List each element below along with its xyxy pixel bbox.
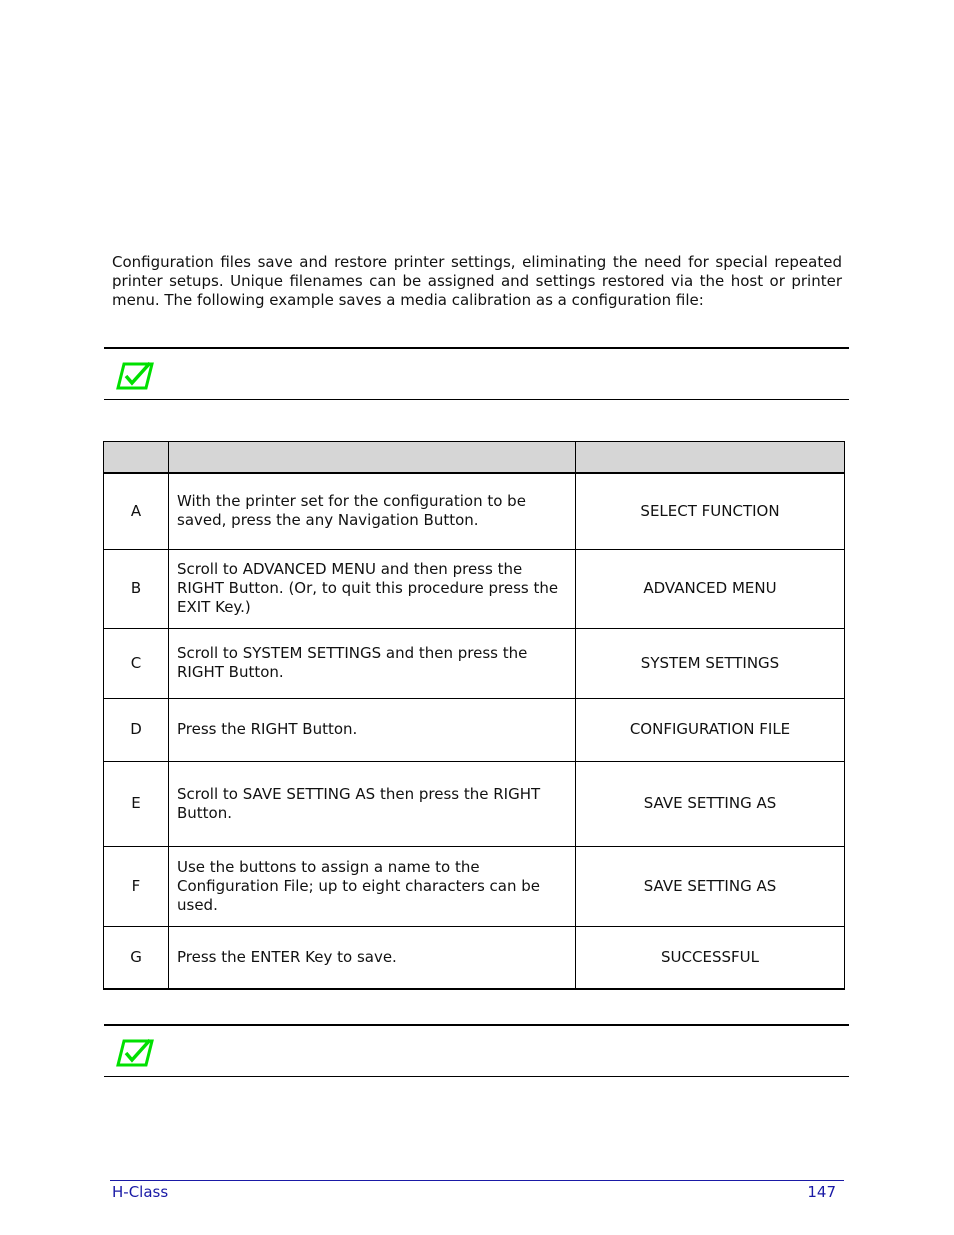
step-label: A [104, 473, 169, 549]
display-text: SELECT FUNCTION [576, 473, 845, 549]
header-display [576, 442, 845, 474]
footer-product-name: H-Class [112, 1183, 169, 1201]
display-text: SAVE SETTING AS [576, 761, 845, 846]
display-text: ADVANCED MENU [576, 549, 845, 628]
table-row [104, 698, 845, 761]
table-header-row [104, 442, 845, 474]
step-action: Scroll to SAVE SETTING AS then press the RIGHT Button. [169, 761, 576, 846]
step-label: B [104, 549, 169, 628]
display-text: CONFIGURATION FILE [576, 698, 845, 761]
step-action: Press the ENTER Key to save. [169, 926, 576, 989]
step-label: E [104, 761, 169, 846]
checkbox-note-icon [116, 1038, 156, 1068]
step-action: Scroll to ADVANCED MENU and then press the RIGHT Button. (Or, to quit this procedure press the EXIT Key.) [169, 549, 576, 628]
step-label: F [104, 846, 169, 926]
footer-page-number: 147 [807, 1183, 836, 1201]
display-text: SUCCESSFUL [576, 926, 845, 989]
intro-paragraph: Configuration files save and restore printer settings, eliminating the need for special repeated printer setups. Unique filenames can be assigned and settings restored via the host or printer menu. The following example saves a media calibration as a configuration file: [112, 253, 842, 309]
step-action: Use the buttons to assign a name to the Configuration File; up to eight characters can be used. [169, 846, 576, 926]
table-row [104, 846, 845, 926]
header-step [104, 442, 169, 474]
note-box-top [104, 347, 849, 400]
note-box-bottom [104, 1024, 849, 1077]
steps-table [103, 441, 845, 990]
step-label: C [104, 628, 169, 698]
step-label: G [104, 926, 169, 989]
table-row [104, 549, 845, 628]
table-row [104, 761, 845, 846]
display-text: SYSTEM SETTINGS [576, 628, 845, 698]
checkbox-note-icon [116, 361, 156, 391]
step-label: D [104, 698, 169, 761]
table-row [104, 628, 845, 698]
table-row [104, 473, 845, 549]
table-row [104, 926, 845, 989]
display-text: SAVE SETTING AS [576, 846, 845, 926]
step-action: Press the RIGHT Button. [169, 698, 576, 761]
footer-rule [110, 1180, 844, 1181]
header-action [169, 442, 576, 474]
step-action: With the printer set for the configuration to be saved, press the any Navigation Button. [169, 473, 576, 549]
step-action: Scroll to SYSTEM SETTINGS and then press the RIGHT Button. [169, 628, 576, 698]
